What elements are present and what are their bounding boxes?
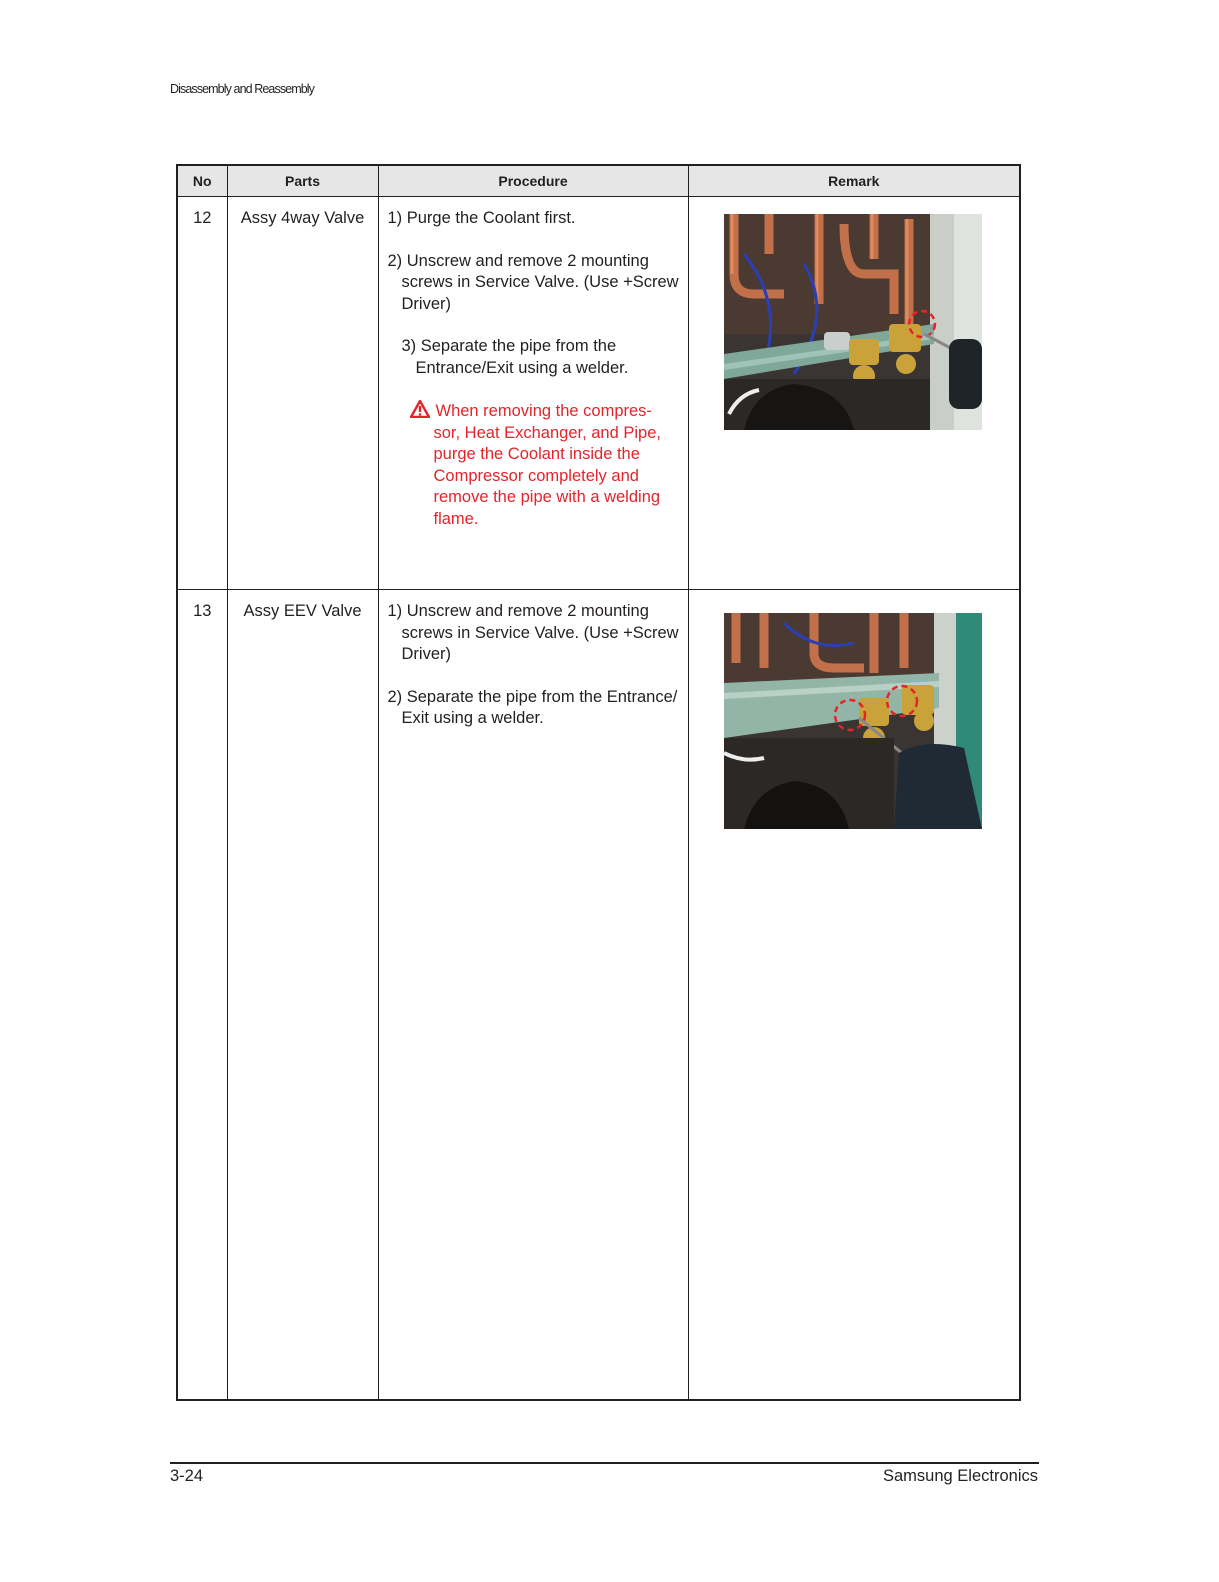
part-name: Assy EEV Valve (227, 590, 378, 1400)
footer-divider (170, 1462, 1039, 1464)
remark-cell (688, 197, 1020, 590)
page-number: 3-24 (170, 1467, 204, 1485)
remark-photo-4way-valve (724, 214, 982, 430)
row-number: 13 (177, 590, 227, 1400)
procedure-step: 1) Unscrew and remove 2 mounting screws in Service Valve. (Use +Screw Driver) (387, 602, 679, 663)
procedure-step: 2) Separate the pipe from the Entrance/ Exit using a welder. (387, 687, 678, 727)
table-row (177, 197, 1020, 590)
procedure-step: 3) Separate the pipe from the Entrance/Exit using a welder. (401, 337, 629, 377)
remark-cell (688, 590, 1020, 1400)
procedure-cell (378, 590, 688, 1400)
row-number: 12 (177, 197, 227, 590)
procedure-table (176, 164, 1021, 1401)
warning-icon (410, 400, 430, 418)
header-remark: Remark (688, 165, 1020, 197)
remark-photo-eev-valve (724, 613, 982, 829)
warning-text: When removing the compres- sor, Heat Exchanger, and Pipe, purge the Coolant inside the Compressor completely and remove the pipe with a welding flame. (433, 402, 661, 528)
part-name: Assy 4way Valve (227, 197, 378, 590)
procedure-step: 2) Unscrew and remove 2 mounting screws in Service Valve. (Use +Screw Driver) (387, 251, 679, 313)
footer-company: Samsung Electronics (883, 1467, 1038, 1485)
header-procedure: Procedure (378, 165, 688, 197)
warning-note (420, 400, 682, 530)
table-row (177, 590, 1020, 1400)
procedure-cell (378, 197, 688, 590)
procedure-step: 1) Purge the Coolant first. (387, 209, 576, 227)
header-parts: Parts (227, 165, 378, 197)
section-header: Disassembly and Reassembly (170, 82, 315, 96)
table-header-row (177, 165, 1020, 197)
header-no: No (177, 165, 227, 197)
